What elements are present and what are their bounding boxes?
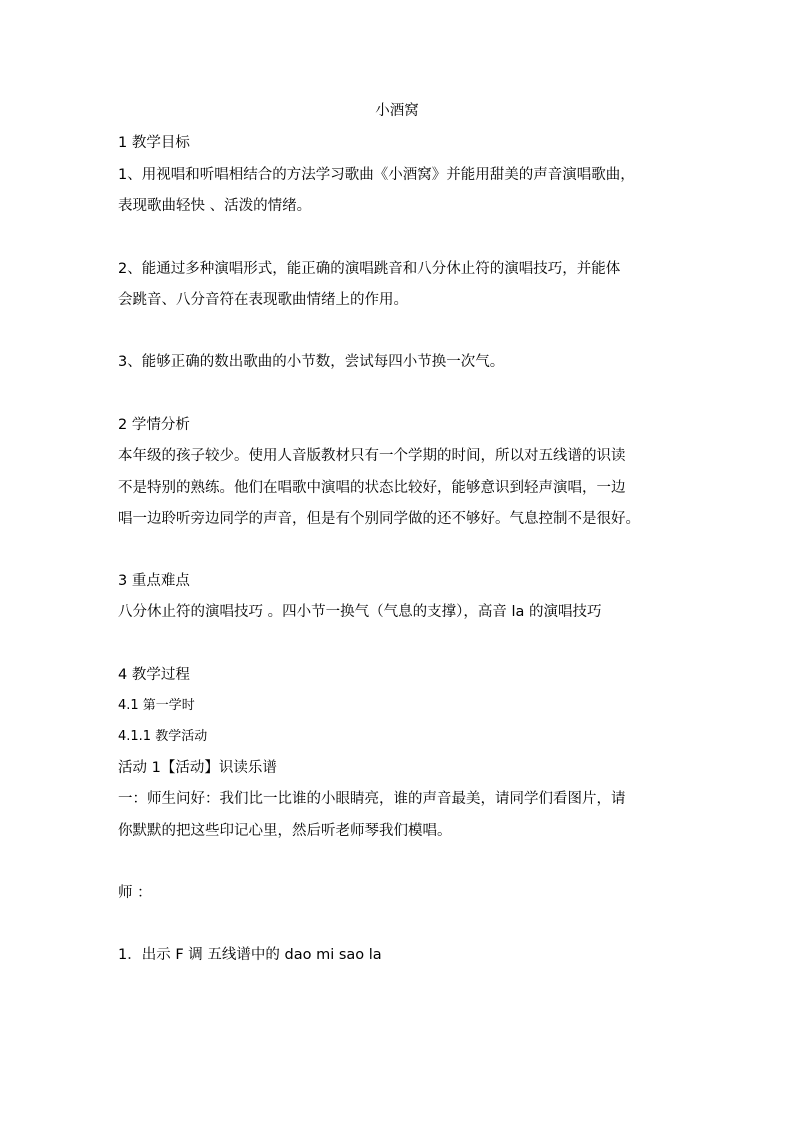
step-1: 1．出示 F 调 五线谱中的 dao mi sao la <box>118 947 382 963</box>
greeting-line-1: 一：师生问好：我们比一比谁的小眼睛亮，谁的声音最美，请同学们看图片，请 <box>118 791 626 807</box>
greeting-line-2: 你默默的把这些印记心里，然后听老师琴我们模唱。 <box>118 823 452 839</box>
goal-1-line-2: 表现歌曲轻快 、活泼的情绪。 <box>118 198 312 214</box>
section-heading-key-points: 3 重点难点 <box>118 573 190 589</box>
activity-1: 活动 1【活动】识读乐谱 <box>118 760 277 776</box>
analysis-line-2: 不是特别的熟练。他们在唱歌中演唱的状态比较好，能够意识到轻声演唱，一边 <box>118 480 626 496</box>
document-title: 小酒窝 <box>375 103 419 119</box>
section-heading-process: 4 教学过程 <box>118 667 190 683</box>
key-points-line: 八分休止符的演唱技巧 。四小节一换气（气息的支撑），高音 la 的演唱技巧 <box>118 604 602 620</box>
section-heading-goals: 1 教学目标 <box>118 135 190 151</box>
analysis-line-3: 唱一边聆听旁边同学的声音，但是有个别同学做的还不够好。气息控制不是很好。 <box>118 511 640 527</box>
teacher-line: 师 ： <box>118 885 152 901</box>
lesson-heading: 4.1 第一学时 <box>118 698 195 713</box>
analysis-line-1: 本年级的孩子较少。使用人音版教材只有一个学期的时间，所以对五线谱的识读 <box>118 448 626 464</box>
goal-2-line-1: 2、能通过多种演唱形式，能正确的演唱跳音和八分休止符的演唱技巧，并能体 <box>118 261 621 277</box>
goal-3: 3、能够正确的数出歌曲的小节数，尝试每四小节换一次气。 <box>118 354 505 370</box>
goal-2-line-2: 会跳音、八分音符在表现歌曲情绪上的作用。 <box>118 292 408 308</box>
section-heading-analysis: 2 学情分析 <box>118 417 190 433</box>
goal-1-line-1: 1、用视唱和听唱相结合的方法学习歌曲《小酒窝》并能用甜美的声音演唱歌曲， <box>118 167 635 183</box>
activity-heading: 4.1.1 教学活动 <box>118 729 208 744</box>
